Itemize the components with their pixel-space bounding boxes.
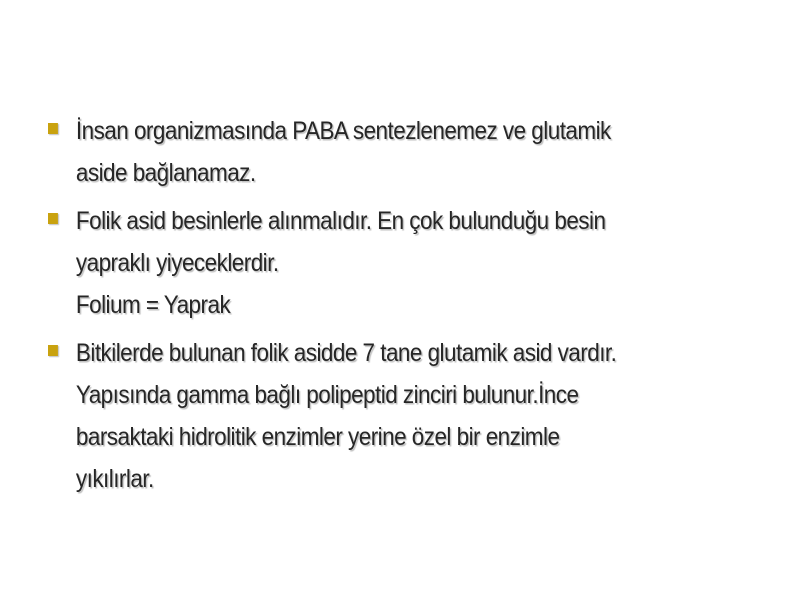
square-bullet-icon [48,123,58,134]
bullet-item-3 [48,332,796,500]
bullet-item-3-line-3: barsaktaki hidrolitik enzimler yerine özel bir enzimle [75,423,560,451]
sub-item-folium [48,284,796,326]
bullet-item-3-line-1: Bitkilerde bulunan folik asidde 7 tane glutamik asid vardır. [75,339,617,367]
bullet-item-2-line-2: yapraklı yiyeceklerdir. [75,249,279,277]
bullet-item-1-line-2: aside bağlanamaz. [75,159,256,187]
bullet-list [48,110,768,500]
bullet-item-2 [48,200,796,284]
bullet-item-1-line-1: İnsan organizmasında PABA sentezlenemez ve glutamik [75,117,611,145]
bullet-item-2-line-1: Folik asid besinlerle alınmalıdır. En çok bulunduğu besin [75,207,606,235]
square-bullet-icon [48,345,58,356]
square-bullet-icon [48,213,58,224]
bullet-item-3-line-2: Yapısında gamma bağlı polipeptid zinciri bulunur.İnce [75,381,579,409]
bullet-item-1 [48,110,796,194]
bullet-item-3-line-4: yıkılırlar. [75,465,154,493]
sub-item-folium-line: Folium = Yaprak [75,291,231,319]
